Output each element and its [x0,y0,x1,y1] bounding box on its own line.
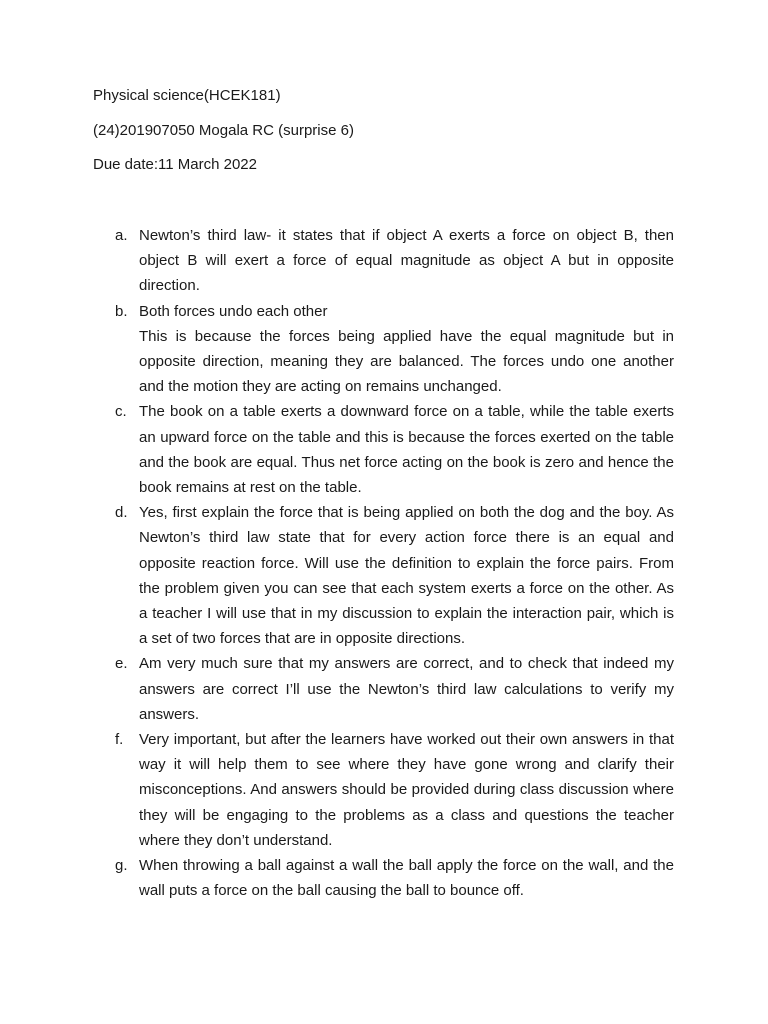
answer-explanation: This is because the forces being applied have the equal magnitude but in opposite direction, meaning they are balanced. The forces undo one another and the motion they are acting on remains unchanged. [139,327,674,396]
answer-marker: e. [115,655,128,673]
answer-marker: d. [115,504,128,522]
answer-item-b [115,299,674,400]
answer-item-c [115,399,674,500]
answer-item-f [115,727,674,853]
answer-marker: f. [115,731,124,749]
answer-marker: b. [115,302,128,320]
answer-marker: g. [115,857,128,875]
answer-text: Newton’s third law- it states that if object A exerts a force on object B, then object B will exert a force of equal magnitude as object A but in opposite direction. [139,227,674,295]
answer-text: Both forces undo each other [139,302,328,320]
answer-list [115,223,674,903]
answer-marker: c. [115,403,127,421]
answer-text: When throwing a ball against a wall the ball apply the force on the wall, and the wall puts a force on the ball causing the ball to bounce off. [139,857,674,900]
answer-item-d [115,500,674,651]
course-title: Physical science(HCEK181) [93,87,281,104]
answer-marker: a. [115,227,128,244]
due-date: Due date:11 March 2022 [93,156,257,173]
answer-text: Yes, first explain the force that is being applied on both the dog and the boy. As Newton’s third law state that for every action force there is an equal and opposite reaction force. Will use the definition to explain the force pairs. From the problem given you can see that each system exerts a force on the other. As a teacher I will use that in my discussion to explain the interaction pair, which is a set of two forces that are in opposite directions. [139,504,674,648]
answer-item-a [115,223,674,299]
answer-text: The book on a table exerts a downward force on a table, while the table exerts an upward force on the table and this is because the forces exerted on the table and the book are equal. Thus net force acting on the book is zero and hence the book remains at rest on the table. [139,403,674,497]
answer-text: Am very much sure that my answers are correct, and to check that indeed my answers are correct I’ll use the Newton’s third law calculations to verify my answers. [139,655,674,723]
answer-text: Very important, but after the learners have worked out their own answers in that way it will help them to see where they have gone wrong and clarify their misconceptions. And answers should be provided during class discussion where they will be engaging to the problems as a class and questions the teacher where they don’t understand. [139,731,674,849]
answer-item-g [115,853,674,903]
student-info: (24)201907050 Mogala RC (surprise 6) [93,122,354,139]
answer-item-e [115,651,674,727]
